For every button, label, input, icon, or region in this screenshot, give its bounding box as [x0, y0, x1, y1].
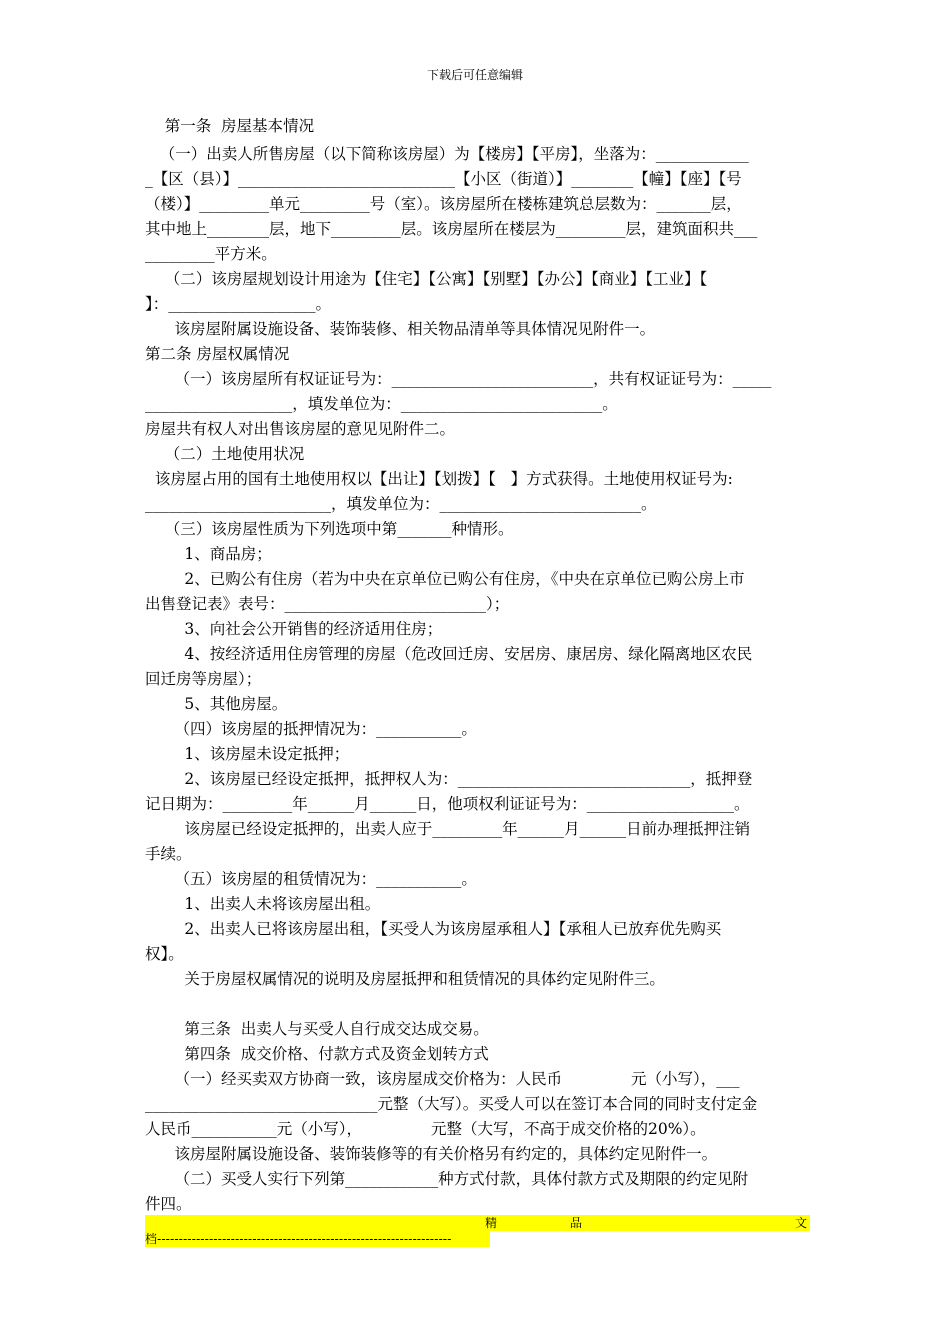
text-line: 1、该房屋未设定抵押； — [145, 745, 350, 763]
text-line: 房屋共有权人对出售该房屋的意见见附件二。 — [145, 420, 456, 438]
text-line: ___________________，填发单位为：__________________________。 — [145, 395, 618, 413]
text-line: （楼）】_________单元_________号（室）。该房屋所在楼栋建筑总层数为：_______层， — [145, 195, 742, 213]
text-line: 2、该房屋已经设定抵押，抵押权人为：______________________________，抵押登 — [145, 770, 753, 788]
footer-word-2: 品 — [570, 1216, 583, 1230]
text-line: （一）经买卖双方协商一致，该房屋成交价格为：人民币 元（小写），___ — [145, 1070, 740, 1088]
text-line: 第三条 出卖人与买受人自行成交达成交易。 — [145, 1020, 489, 1038]
footer-line-2: 档-------------------------------------------------------------------- — [145, 1231, 490, 1247]
text-line: 】：___________________。 — [145, 295, 332, 313]
text-line: （四）该房屋的抵押情况为：___________。 — [145, 720, 477, 738]
text-line: 手续。 — [145, 845, 192, 863]
text-line: 1、商品房； — [145, 545, 272, 563]
footer-line-1 — [145, 1215, 810, 1231]
text-line: 4、按经济适用住房管理的房屋（危改回迁房、安居房、康居房、绿化隔离地区农民 — [145, 645, 753, 663]
text-line: 该房屋已经设定抵押的，出卖人应于_________年______月______日前办理抵押注销 — [145, 820, 751, 838]
footer-word-3: 文 — [795, 1216, 808, 1230]
text-line: （五）该房屋的租赁情况为：___________。 — [145, 870, 477, 888]
text-line: 第一条 房屋基本情况 — [145, 117, 315, 135]
footer-word-1: 精 — [485, 1216, 498, 1230]
text-line: 出售登记表》表号：__________________________）； — [145, 595, 510, 613]
text-line: （二）买受人实行下列第____________种方式付款，具体付款方式及期限的约定见附 — [145, 1170, 749, 1188]
text-line: 5、其他房屋。 — [145, 695, 288, 713]
text-line: 第二条 房屋权属情况 — [145, 345, 290, 363]
text-line: 该房屋附属设施设备、装饰装修、相关物品清单等具体情况见附件一。 — [145, 320, 656, 338]
footer-banner — [145, 1215, 810, 1247]
text-line: _________平方米。 — [145, 245, 277, 263]
text-line: 3、向社会公开销售的经济适用住房； — [145, 620, 443, 638]
page-header-note: 下载后可任意编辑 — [426, 68, 523, 82]
text-line: 件四。 — [145, 1195, 192, 1213]
text-line: 第四条 成交价格、付款方式及资金划转方式 — [145, 1045, 489, 1063]
text-line: （三）该房屋性质为下列选项中第_______种情形。 — [145, 520, 514, 538]
text-line: 2、已购公有住房（若为中央在京单位已购公有住房，《中央在京单位已购公房上市 — [145, 570, 745, 588]
text-line: 其中地上________层，地下_________层。该房屋所在楼层为_________层，建筑面积共___ — [145, 220, 758, 238]
text-line: （二）该房屋规划设计用途为【住宅】【公寓】【别墅】【办公】【商业】【工业】【 — [145, 270, 708, 288]
text-line: 记日期为：_________年______月______日，他项权利证证号为：___________________。 — [145, 795, 750, 813]
text-line: 1、出卖人未将该房屋出租。 — [145, 895, 381, 913]
text-line: ______________________________元整（大写）。买受人可以在签订本合同的同时支付定金 — [145, 1095, 758, 1113]
text-line: 回迁房等房屋）； — [145, 670, 262, 688]
text-line: _【区（县）】____________________________【小区（街道）】________【幢】【座】【号 — [145, 170, 742, 188]
text-line: 权】。 — [145, 945, 184, 963]
text-line: （二）土地使用状况 — [145, 445, 305, 463]
text-line: 关于房屋权属情况的说明及房屋抵押和租赁情况的具体约定见附件三。 — [145, 970, 665, 988]
text-line: 2、出卖人已将该房屋出租，【买受人为该房屋承租人】【承租人已放弃优先购买 — [145, 920, 722, 938]
text-line: 该房屋占用的国有土地使用权以【出让】【划拨】【 】方式获得。土地使用权证号为: — [145, 470, 733, 488]
text-line: 人民币___________元（小写）， 元整（大写，不高于成交价格的20%）。 — [145, 1120, 706, 1138]
text-line: （一）出卖人所售房屋（以下简称该房屋）为【楼房】【平房】，坐落为：____________ — [145, 145, 749, 163]
text-line: ________________________，填发单位为：__________________________。 — [145, 495, 657, 513]
text-line: （一）该房屋所有权证证号为：__________________________，共有权证证号为：_____ — [145, 370, 772, 388]
text-line: 该房屋附属设施设备、装饰装修等的有关价格另有约定的，具体约定见附件一。 — [145, 1145, 718, 1163]
